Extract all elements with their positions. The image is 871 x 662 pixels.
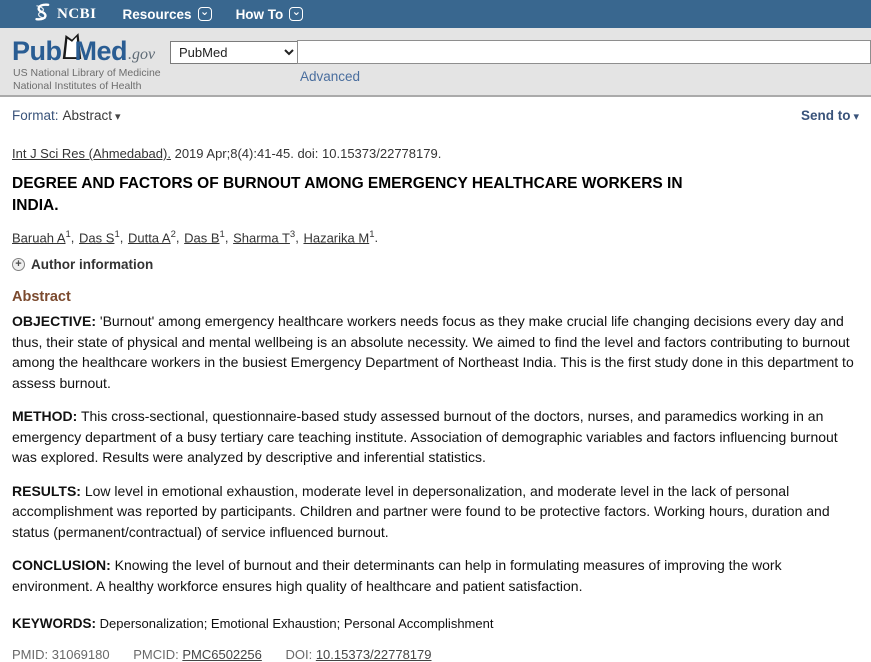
section-label: OBJECTIVE: xyxy=(12,313,97,330)
article-title-line2: INDIA. xyxy=(12,197,59,214)
format-value: Abstract xyxy=(62,108,113,123)
how-to-label: How To xyxy=(235,6,284,22)
author-link[interactable]: Hazarika M xyxy=(303,230,370,246)
keywords-line xyxy=(12,616,859,631)
expand-plus-icon[interactable]: + xyxy=(12,258,25,271)
pmid-label: PMID: xyxy=(12,647,49,662)
pmcid-label: PMCID: xyxy=(133,647,179,662)
article-content xyxy=(0,97,871,662)
nlm-subtitle-line2: National Institutes of Health xyxy=(13,80,142,93)
section-label: CONCLUSION: xyxy=(12,557,111,574)
format-dropdown[interactable] xyxy=(12,108,121,123)
search-header xyxy=(0,28,871,97)
caret-down-icon: ▾ xyxy=(115,111,121,123)
nlm-subtitle-line1: US National Library of Medicine xyxy=(13,67,161,79)
ncbi-logo-text: NCBI xyxy=(57,5,97,22)
author-information-label[interactable]: Author information xyxy=(31,257,154,273)
section-label: RESULTS: xyxy=(12,482,81,499)
ncbi-header-bar xyxy=(0,0,871,28)
author-affiliation-sup: 1 xyxy=(65,229,71,240)
ncbi-nav xyxy=(123,7,304,22)
journal-link[interactable]: Int J Sci Res (Ahmedabad). xyxy=(12,146,171,161)
chevron-down-icon: ⌄ xyxy=(289,7,303,21)
section-text: This cross-sectional, questionnaire-based study assessed burnout of the doctors, nurses, and paramedics working in an emergency department of a busy tertiary care teaching institute. Association of demographic variables and factors influencing burnout was explored. Results were analyzed by descriptive and inferential statistics. xyxy=(12,408,838,466)
author-link[interactable]: Das B xyxy=(184,230,220,246)
author-affiliation-sup: 1 xyxy=(114,229,120,240)
author-affiliation-sup: 1 xyxy=(219,229,225,240)
pmid-value: 31069180 xyxy=(51,647,110,662)
author-link[interactable]: Dutta A xyxy=(127,230,171,246)
keywords-text: Depersonalization; Emotional Exhaustion; Personal Accomplishment xyxy=(99,616,494,632)
search-input[interactable] xyxy=(297,40,871,64)
author-information-toggle[interactable] xyxy=(12,257,859,272)
pubmed-logo[interactable] xyxy=(12,33,155,67)
article-ids xyxy=(12,647,859,662)
author-link[interactable]: Das S xyxy=(79,230,115,246)
nlm-subtitle xyxy=(13,67,161,93)
result-toolbar xyxy=(12,108,859,123)
format-label: Format: xyxy=(12,108,59,123)
advanced-search-link[interactable]: Advanced xyxy=(300,69,361,84)
abstract-results xyxy=(12,481,859,543)
article-title xyxy=(12,173,859,217)
citation-line xyxy=(12,146,859,161)
author-list: Baruah $A^1$, Das $S^1$, Dutta $A^2$, Das $B^1$, Sharma $T^3$, Hazarika $M^1$. xyxy=(12,229,379,246)
author-affiliation-sup: 1 xyxy=(369,229,375,240)
author-affiliation-sup: 2 xyxy=(170,229,176,240)
pubmed-logo-med: Med xyxy=(74,36,127,66)
pmid-group xyxy=(12,647,110,662)
how-to-menu[interactable] xyxy=(236,7,304,22)
section-text: Low level in emotional exhaustion, moderate level in depersonalization, and moderate level in the lack of personal accomplishment was reported by participants. Children and partner were found to be protective factors. Working hours, duration and status (permanent/contractual) of service influenced burnout. xyxy=(12,482,830,540)
section-label: METHOD: xyxy=(12,408,78,425)
chevron-down-icon: ⌄ xyxy=(198,7,212,21)
abstract-conclusion xyxy=(12,555,859,596)
pmcid-group xyxy=(133,647,262,662)
ncbi-dna-icon xyxy=(30,3,52,26)
pubmed-logo-pub: Pub xyxy=(12,36,62,66)
pmcid-link[interactable]: PMC6502256 xyxy=(182,647,262,662)
article-title-line1: DEGREE AND FACTORS OF BURNOUT AMONG EMERGENCY HEALTHCARE WORKERS IN xyxy=(12,175,683,192)
abstract-objective xyxy=(12,311,859,393)
author-affiliation-sup: 3 xyxy=(289,229,296,240)
resources-label: Resources xyxy=(122,6,192,22)
ncbi-home-link[interactable] xyxy=(30,3,97,26)
resources-menu[interactable] xyxy=(123,7,212,22)
caret-down-icon: ▾ xyxy=(853,111,859,123)
section-text: Knowing the level of burnout and their determinants can help in formulating measures of improving the work environment. A healthy workforce ensures high quality of healthcare and patient satisfaction. xyxy=(12,557,782,594)
section-text: 'Burnout' among emergency healthcare workers needs focus as they make crucial life changing decisions every day and thus, their state of physical and mental wellbeing is an absolute necessity. We aimed to find the level and factors contributing to burnout among the healthcare workers in the busiest Emergency Department of Northeast India. This is the first study done in this department to assess burnout. xyxy=(12,313,854,391)
keywords-label: KEYWORDS: xyxy=(12,616,96,632)
pubmed-logo-gov: .gov xyxy=(128,46,156,63)
send-to-dropdown[interactable] xyxy=(801,108,859,123)
doi-label: DOI: xyxy=(285,647,313,662)
author-link[interactable]: Sharma T xyxy=(233,230,290,246)
citation-text: 2019 Apr;8(4):41-45. doi: 10.15373/22778179. xyxy=(174,146,442,161)
abstract-heading: Abstract xyxy=(12,289,71,306)
doi-link[interactable]: 10.15373/22778179 xyxy=(315,647,432,662)
send-to-label: Send to xyxy=(800,108,851,123)
author-link[interactable]: Baruah A xyxy=(12,230,66,246)
abstract-method xyxy=(12,406,859,468)
database-select[interactable] xyxy=(170,41,298,64)
doi-group xyxy=(285,647,431,662)
